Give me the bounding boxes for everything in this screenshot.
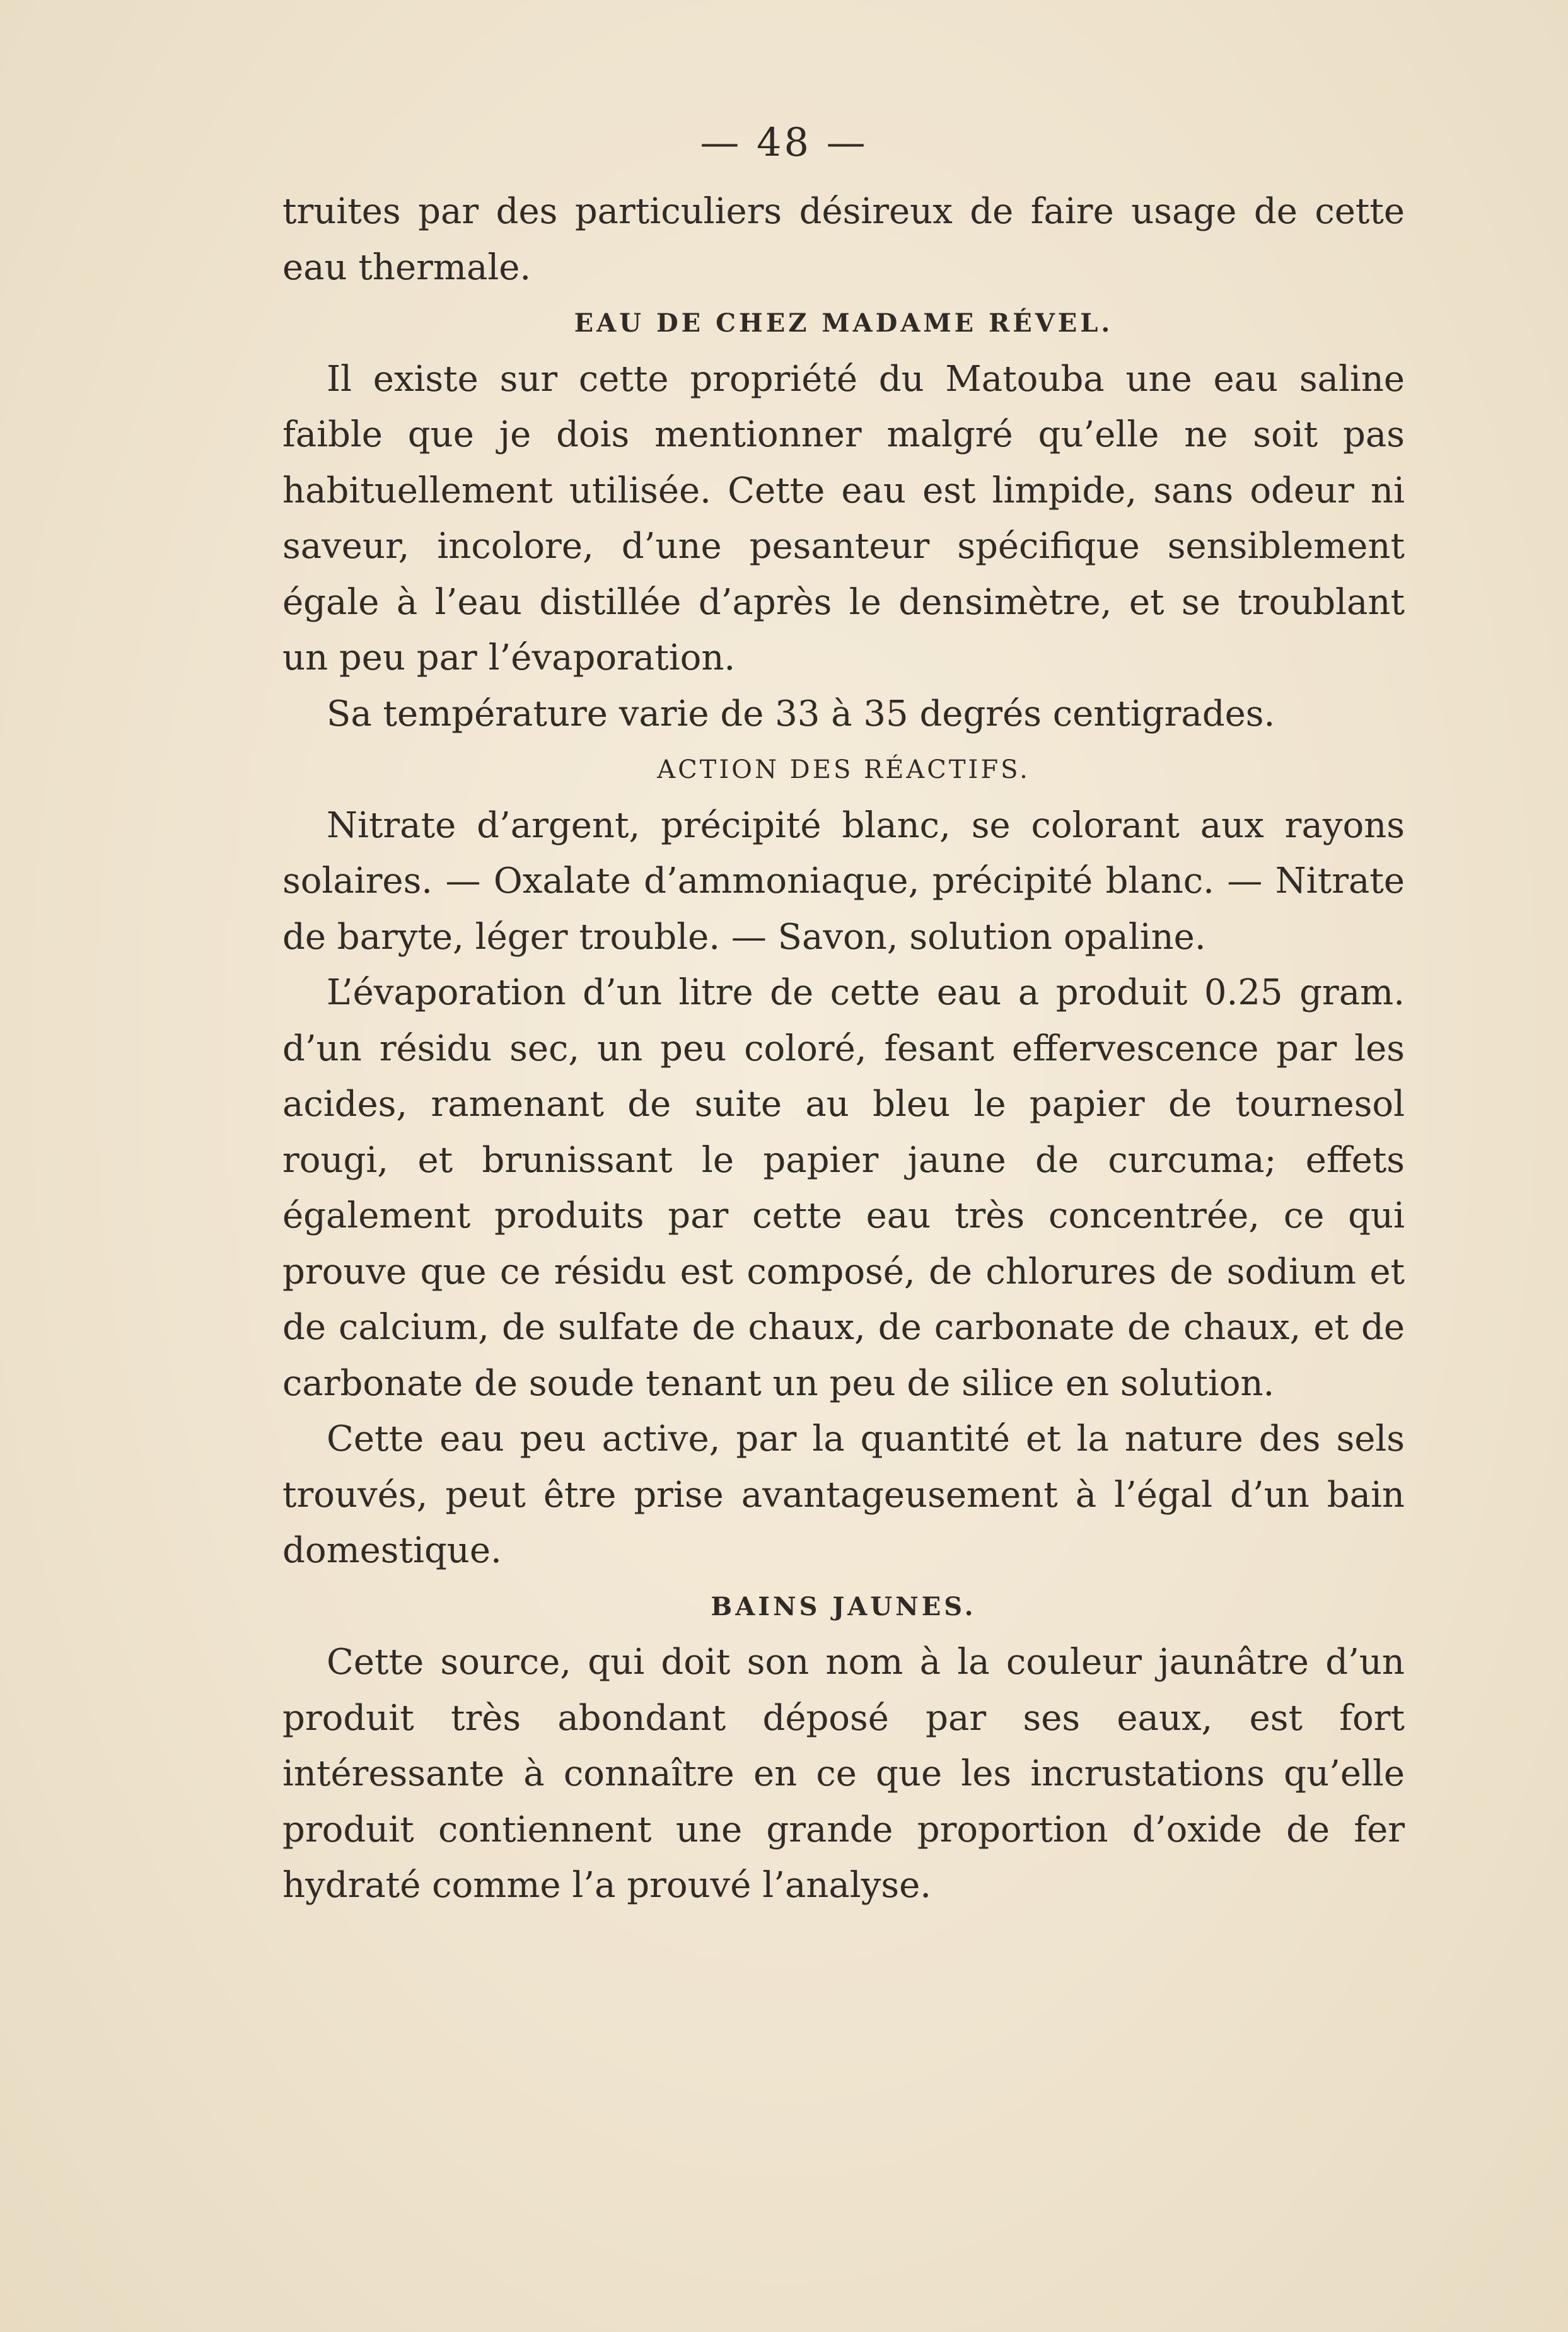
paragraph: Cette source, qui doit son nom à la couleur jaunâtre d’un produit très abondant déposé par ses eaux, est fort intéressante à connaître en ce que les incrustations qu’elle produit contiennent une grande proportion d’oxide de fer hydraté comme l’a prouvé l’analyse. [282, 1642, 1405, 1906]
paragraph: L’évaporation d’un litre de cette eau a produit 0.25 gram. d’un résidu sec, un peu coloré, fesant effervescence par les acides, ramenant de suite au bleu le papier de tournesol rougi, et brunissant le papier jaune de curcuma; effets également produits par cette eau très concentrée, ce qui prouve que ce résidu est composé, de chlorures de sodium et de calcium, de sulfate de chaux, de carbonate de chaux, et de carbonate de soude tenant un peu de silice en solution. [282, 972, 1405, 1404]
paragraph: Sa température varie de 33 à 35 degrés centigrades. [327, 693, 1275, 734]
paragraph: Cette eau peu active, par la quantité et la nature des sels trouvés, peut être prise avantageusement à l’égal d’un bain domestique. [282, 1418, 1405, 1571]
paragraph: Il existe sur cette propriété du Matouba une eau saline faible que je dois mentionner malgré qu’elle ne soit pas habituellement utilisée. Cette eau est limpide, sans odeur ni saveur, incolore, d’une pesanteur spécifique sensiblement égale à l’eau distillée d’après le densimètre, et se troublant un peu par l’évaporation. [282, 358, 1405, 678]
section-heading-eau-revel: EAU DE CHEZ MADAME RÉVEL. [574, 308, 1113, 338]
paragraph-continuation: truites par des particuliers désireux de faire usage de cette eau thermale. [282, 191, 1405, 288]
page-number: — 48 — [700, 119, 868, 165]
section-subheading-reactifs: ACTION DES RÉACTIFS. [657, 755, 1030, 784]
paragraph: Nitrate d’argent, précipité blanc, se colorant aux rayons solaires. — Oxalate d’ammoniaque, précipité blanc. — Nitrate de baryte, léger trouble. — Savon, solution opaline. [282, 804, 1405, 958]
body-text [282, 184, 1405, 1914]
section-heading-bains-jaunes: BAINS JAUNES. [711, 1591, 977, 1621]
